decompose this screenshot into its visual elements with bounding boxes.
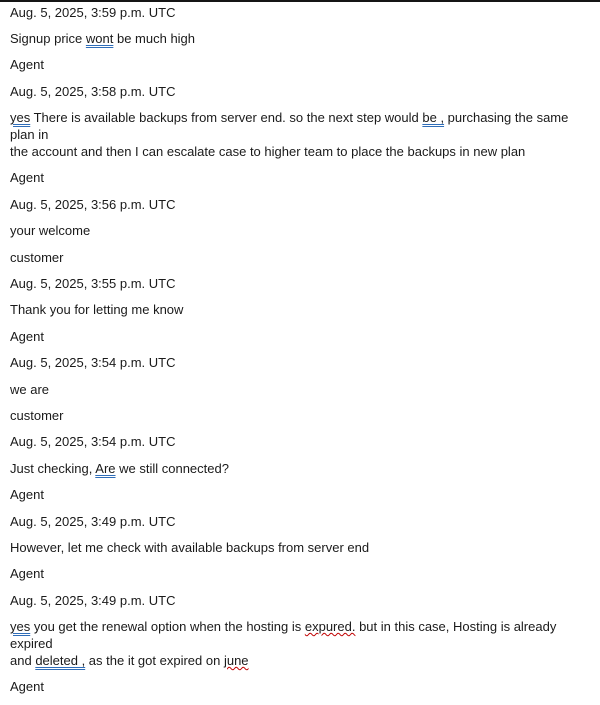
proofing-mark-grammar: Are — [95, 460, 116, 476]
text-segment: but in this case, Hosting is already expired — [10, 619, 560, 652]
proofing-mark-grammar: wont — [85, 30, 114, 46]
message-sender: Agent — [10, 679, 44, 695]
message-timestamp: Aug. 5, 2025, 3:59 p.m. UTC — [10, 4, 176, 20]
proofing-mark-grammar: yes — [10, 619, 31, 635]
message-sender: Agent — [10, 57, 44, 73]
text-segment: However, let me check with available backups from server end — [10, 539, 370, 555]
proofing-mark-grammar: deleted , — [35, 653, 86, 669]
message-block — [10, 4, 584, 74]
message-text — [10, 301, 584, 318]
message-sender: Agent — [10, 328, 44, 344]
message-sender: Agent — [10, 487, 44, 503]
text-segment: and — [10, 653, 36, 669]
message-block — [10, 513, 584, 583]
message-sender: customer — [10, 249, 64, 265]
message-text — [10, 381, 584, 398]
text-segment: as the it got expired on — [85, 653, 224, 669]
message-block — [10, 275, 584, 345]
chat-transcript — [0, 2, 600, 696]
message-timestamp: Aug. 5, 2025, 3:54 p.m. UTC — [10, 434, 176, 450]
message-text — [10, 618, 584, 669]
message-text — [10, 539, 584, 556]
text-segment: Just checking, — [10, 460, 96, 476]
text-segment: the account and then I can escalate case to higher team to place the backups in new plan — [10, 144, 526, 160]
message-timestamp: Aug. 5, 2025, 3:58 p.m. UTC — [10, 83, 176, 99]
proofing-mark-grammar: be , — [422, 110, 445, 126]
message-text — [10, 460, 584, 477]
message-sender: customer — [10, 407, 64, 423]
text-segment: There is available backups from server end. so the next step would — [30, 110, 423, 126]
message-block — [10, 354, 584, 424]
proofing-mark-grammar: yes — [10, 110, 31, 126]
text-segment: be much high — [113, 30, 196, 46]
message-timestamp: Aug. 5, 2025, 3:49 p.m. UTC — [10, 513, 176, 529]
message-sender: Agent — [10, 170, 44, 186]
message-text — [10, 30, 584, 47]
text-segment: we are — [10, 381, 50, 397]
text-segment: Signup price — [10, 30, 86, 46]
message-timestamp: Aug. 5, 2025, 3:54 p.m. UTC — [10, 355, 176, 371]
message-text — [10, 222, 584, 239]
message-block — [10, 592, 584, 696]
text-segment: we still connected? — [115, 460, 229, 476]
proofing-mark-spell: june — [223, 653, 249, 669]
message-sender: Agent — [10, 566, 44, 582]
text-segment: purchasing the same plan in — [10, 110, 572, 143]
message-timestamp: Aug. 5, 2025, 3:55 p.m. UTC — [10, 276, 176, 292]
text-segment: Thank you for letting me know — [10, 302, 184, 318]
message-block — [10, 83, 584, 187]
message-timestamp: Aug. 5, 2025, 3:56 p.m. UTC — [10, 196, 176, 212]
message-text — [10, 109, 584, 160]
message-timestamp: Aug. 5, 2025, 3:49 p.m. UTC — [10, 592, 176, 608]
proofing-mark-spell: expured. — [304, 619, 356, 635]
text-segment: your welcome — [10, 223, 91, 239]
message-block — [10, 196, 584, 266]
message-block — [10, 433, 584, 503]
text-segment: you get the renewal option when the hosting is — [30, 619, 305, 635]
